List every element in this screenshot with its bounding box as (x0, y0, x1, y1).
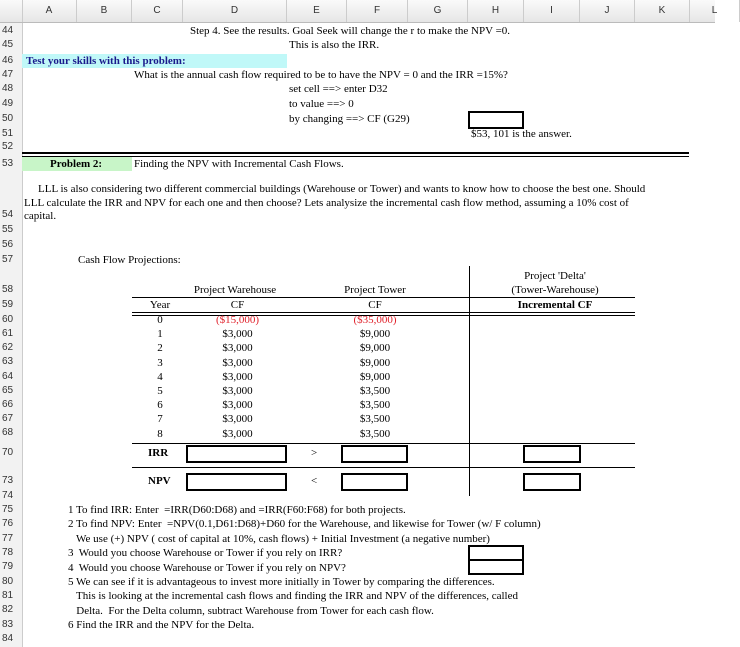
section-divider (22, 152, 689, 154)
problem2-desc-3: capital. (24, 210, 57, 222)
row-header-60[interactable]: 60 (2, 314, 14, 325)
row-header-47[interactable]: 47 (2, 69, 14, 80)
row-header-61[interactable]: 61 (2, 328, 14, 339)
year-header: Year (149, 299, 171, 311)
instruction-line: This is looking at the incremental cash flows and finding the IRR and NPV of the differences, called (68, 590, 518, 603)
warehouse-cf-cell: $3,000 (222, 356, 253, 369)
delta-header-2: (Tower-Warehouse) (511, 284, 599, 296)
column-header-j[interactable]: J (580, 0, 635, 22)
row-header-59[interactable]: 59 (2, 299, 14, 310)
row-header-56[interactable]: 56 (2, 239, 14, 250)
select-all-corner[interactable] (0, 0, 23, 22)
year-cell: 8 (157, 427, 163, 440)
row-header-75[interactable]: 75 (2, 504, 14, 515)
problem2-desc-2: LLL calculate the IRR and NPV for each one and then choose? Lets analysize the incremental cash flow method, assuming a 10% cost of (24, 197, 629, 209)
warehouse-cf-cell: $3,000 (222, 427, 253, 440)
delta-divider (469, 266, 470, 496)
problem2-desc-1: LLL is also considering two different commercial buildings (Warehouse or Tower) and wants to know how to choose the best one. Should (38, 183, 646, 195)
tower-header: Project Tower (344, 284, 406, 296)
year-cell: 0 (157, 314, 163, 326)
instruction-line: 5 We can see if it is advantageous to invest more initially in Tower by comparing the differences. (68, 576, 495, 588)
irr-tower-cell[interactable] (341, 445, 408, 463)
warehouse-cf-cell: $3,000 (222, 385, 253, 397)
to-value-text: to value ==> 0 (289, 98, 354, 110)
instruction-line: 1 To find IRR: Enter =IRR(D60:D68) and =IRR(F60:F68) for both projects. (68, 504, 406, 516)
tower-cf-cell: $3,500 (359, 427, 391, 440)
row-header-51[interactable]: 51 (2, 128, 14, 139)
answer-text: $53, 101 is the answer. (471, 128, 572, 140)
warehouse-cf-cell: $3,000 (222, 399, 253, 412)
problem2-label: Problem 2: (50, 158, 103, 170)
row-header-52[interactable]: 52 (2, 141, 14, 152)
delta-header-1: Project 'Delta' (524, 270, 586, 282)
tower-cf-cell: $3,500 (359, 385, 391, 397)
instruction-line: 2 To find NPV: Enter =NPV(0.1,D61:D68)+D60 for the Warehouse, and likewise for Tower (w/ F column) (68, 518, 541, 531)
column-header-b[interactable]: B (77, 0, 132, 22)
tower-cf-cell: $9,000 (359, 356, 391, 369)
set-cell-text: set cell ==> enter D32 (289, 83, 388, 95)
test-heading: Test your skills with this problem: (26, 55, 186, 67)
cash-flow-projections-label: Cash Flow Projections: (78, 254, 181, 266)
row-header-49[interactable]: 49 (2, 98, 14, 109)
row-header-46[interactable]: 46 (2, 55, 14, 66)
incremental-cf-header: Incremental CF (517, 299, 593, 311)
row-header-81[interactable]: 81 (2, 590, 14, 601)
year-cell: 6 (157, 399, 163, 412)
npv-comparison: < (311, 475, 318, 487)
column-header-h[interactable]: H (468, 0, 524, 22)
irr-comparison: > (311, 447, 318, 459)
warehouse-cf-cell: ($15,000) (215, 314, 260, 326)
instruction-line: We use (+) NPV ( cost of capital at 10%, cash flows) + Initial Investment (a negative number) (68, 532, 490, 545)
irr-note: This is also the IRR. (289, 39, 380, 51)
row-header-67[interactable]: 67 (2, 413, 14, 424)
tower-cf-cell: $9,000 (359, 342, 391, 355)
npv-tower-cell[interactable] (341, 473, 408, 491)
tower-cf-cell: $3,500 (359, 413, 391, 426)
irr-warehouse-cell[interactable] (186, 445, 287, 463)
row-header-44[interactable]: 44 (2, 25, 14, 36)
row-header-62[interactable]: 62 (2, 342, 14, 353)
column-header-i[interactable]: I (524, 0, 580, 22)
row-header-79[interactable]: 79 (2, 561, 14, 572)
row-header-84[interactable]: 84 (2, 633, 14, 644)
column-header-e[interactable]: E (287, 0, 347, 22)
row-header-50[interactable]: 50 (2, 113, 14, 124)
instruction-line: 3 Would you choose Warehouse or Tower if you rely on IRR? (68, 547, 343, 560)
row-header-76[interactable]: 76 (2, 518, 14, 529)
row-header-54[interactable]: 54 (2, 209, 14, 220)
row-header-68[interactable]: 68 (2, 427, 14, 438)
row-header-64[interactable]: 64 (2, 371, 14, 382)
npv-warehouse-cell[interactable] (186, 473, 287, 491)
by-changing-text: by changing ==> CF (G29) (289, 113, 410, 125)
row-header-53[interactable]: 53 (2, 158, 14, 169)
npv-label: NPV (148, 475, 171, 487)
instruction-line: 6 Find the IRR and the NPV for the Delta. (68, 619, 255, 632)
row-header-77[interactable]: 77 (2, 533, 14, 544)
column-header-g[interactable]: G (408, 0, 468, 22)
row-header-82[interactable]: 82 (2, 604, 14, 615)
instruction-line: Delta. For the Delta column, subtract Warehouse from Tower for each cash flow. (68, 604, 434, 617)
warehouse-header: Project Warehouse (193, 284, 277, 296)
warehouse-cf-cell: $3,000 (222, 342, 253, 355)
row-header-57[interactable]: 57 (2, 254, 14, 265)
row-header-83[interactable]: 83 (2, 619, 14, 630)
year-cell: 1 (157, 328, 163, 341)
tower-cf-cell: $9,000 (359, 370, 391, 383)
column-header-d[interactable]: D (183, 0, 287, 22)
year-cell: 5 (157, 385, 163, 397)
step4-text: Step 4. See the results. Goal Seek will change the r to make the NPV =0. (190, 25, 511, 37)
warehouse-cf-cell: $3,000 (222, 370, 253, 383)
npv-choice-cell[interactable] (468, 559, 524, 575)
year-cell: 3 (157, 356, 163, 369)
column-header-l[interactable]: L (690, 0, 740, 22)
tower-cf-cell: $9,000 (359, 328, 391, 341)
cf-header-tower: CF (368, 299, 382, 311)
row-header-45[interactable]: 45 (2, 39, 14, 50)
warehouse-cf-cell: $3,000 (222, 328, 253, 341)
row-header-48[interactable]: 48 (2, 83, 14, 94)
table-rule (132, 467, 635, 468)
irr-delta-cell[interactable] (523, 445, 581, 463)
row-header-55[interactable]: 55 (2, 224, 14, 235)
row-header-73[interactable]: 73 (2, 475, 14, 486)
row-header-74[interactable]: 74 (2, 490, 14, 501)
irr-label: IRR (148, 447, 169, 459)
warehouse-cf-cell: $3,000 (222, 413, 253, 426)
row-header-70[interactable]: 70 (2, 447, 14, 458)
column-header-c[interactable]: C (132, 0, 183, 22)
tower-cf-cell: $3,500 (359, 399, 391, 412)
row-header-66[interactable]: 66 (2, 399, 14, 410)
npv-delta-cell[interactable] (523, 473, 581, 491)
row-header-80[interactable]: 80 (2, 576, 14, 587)
year-cell: 7 (157, 413, 163, 426)
column-header-f[interactable]: F (347, 0, 408, 22)
row-header-78[interactable]: 78 (2, 547, 14, 558)
column-header-a[interactable]: A (22, 0, 77, 22)
row-header-63[interactable]: 63 (2, 356, 14, 367)
row-header-58[interactable]: 58 (2, 284, 14, 295)
column-header-k[interactable]: K (635, 0, 690, 22)
problem2-title: Finding the NPV with Incremental Cash Flows. (134, 158, 344, 170)
instruction-line: 4 Would you choose Warehouse or Tower if you rely on NPV? (68, 561, 346, 574)
table-rule (132, 443, 635, 444)
tower-cf-cell: ($35,000) (353, 314, 397, 326)
year-cell: 2 (157, 342, 163, 355)
year-cell: 4 (157, 370, 163, 383)
question-text: What is the annual cash flow required to be to have the NPV = 0 and the IRR =15%? (134, 69, 508, 81)
cf-header-warehouse: CF (230, 299, 245, 311)
row-header-65[interactable]: 65 (2, 385, 14, 396)
